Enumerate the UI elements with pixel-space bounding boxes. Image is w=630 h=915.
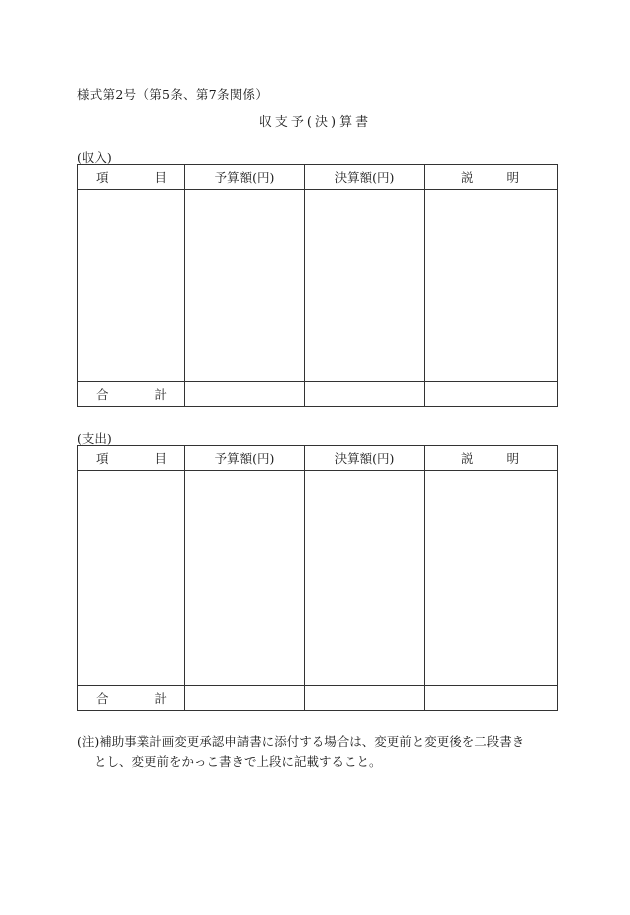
income-total-settlement-cell[interactable] [305, 382, 425, 407]
income-total-row [78, 382, 558, 407]
expenditure-total-description-cell[interactable] [425, 686, 558, 711]
header-desc-right: 明 [506, 170, 519, 185]
income-header-settlement: 決算額(円) [305, 165, 425, 190]
income-total-budget-cell[interactable] [185, 382, 305, 407]
income-body-row [78, 190, 558, 382]
income-total-description-cell[interactable] [425, 382, 558, 407]
form-number: 様式第2号（第5条、第7条関係） [77, 87, 269, 102]
income-budget-cell[interactable] [185, 190, 305, 382]
expenditure-header-budget: 予算額(円) [185, 446, 305, 471]
document-title: 収支予(決)算書 [258, 115, 372, 130]
expenditure-header-row [78, 446, 558, 471]
footnote-line-2: とし、変更前をかっこ書きで上段に記載すること。 [94, 754, 382, 769]
header-item-left: 項 [96, 170, 109, 185]
expenditure-settlement-cell[interactable] [305, 471, 425, 686]
total-label-right: 計 [154, 691, 167, 706]
income-table [77, 164, 558, 407]
income-section-label: (収入) [77, 150, 112, 165]
expenditure-total-settlement-cell[interactable] [305, 686, 425, 711]
expenditure-total-label [78, 686, 185, 711]
income-total-label [78, 382, 185, 407]
income-header-description [425, 165, 558, 190]
footnote [77, 732, 557, 772]
header-desc-left: 説 [461, 451, 474, 466]
expenditure-total-budget-cell[interactable] [185, 686, 305, 711]
expenditure-header-description [425, 446, 558, 471]
expenditure-section-label: (支出) [77, 431, 112, 446]
income-header-budget: 予算額(円) [185, 165, 305, 190]
total-label-right: 計 [154, 387, 167, 402]
expenditure-item-cell[interactable] [78, 471, 185, 686]
header-desc-right: 明 [506, 451, 519, 466]
expenditure-description-cell[interactable] [425, 471, 558, 686]
footnote-line-1: (注)補助事業計画変更承認申請書に添付する場合は、変更前と変更後を二段書き [77, 734, 525, 749]
total-label-left: 合 [96, 691, 109, 706]
expenditure-budget-cell[interactable] [185, 471, 305, 686]
total-label-left: 合 [96, 387, 109, 402]
header-desc-left: 説 [461, 170, 474, 185]
expenditure-table [77, 445, 558, 711]
header-item-right: 目 [154, 170, 167, 185]
income-header-row [78, 165, 558, 190]
expenditure-body-row [78, 471, 558, 686]
header-item-right: 目 [154, 451, 167, 466]
header-item-left: 項 [96, 451, 109, 466]
income-header-item [78, 165, 185, 190]
income-description-cell[interactable] [425, 190, 558, 382]
expenditure-header-item [78, 446, 185, 471]
income-settlement-cell[interactable] [305, 190, 425, 382]
income-item-cell[interactable] [78, 190, 185, 382]
expenditure-header-settlement: 決算額(円) [305, 446, 425, 471]
expenditure-total-row [78, 686, 558, 711]
